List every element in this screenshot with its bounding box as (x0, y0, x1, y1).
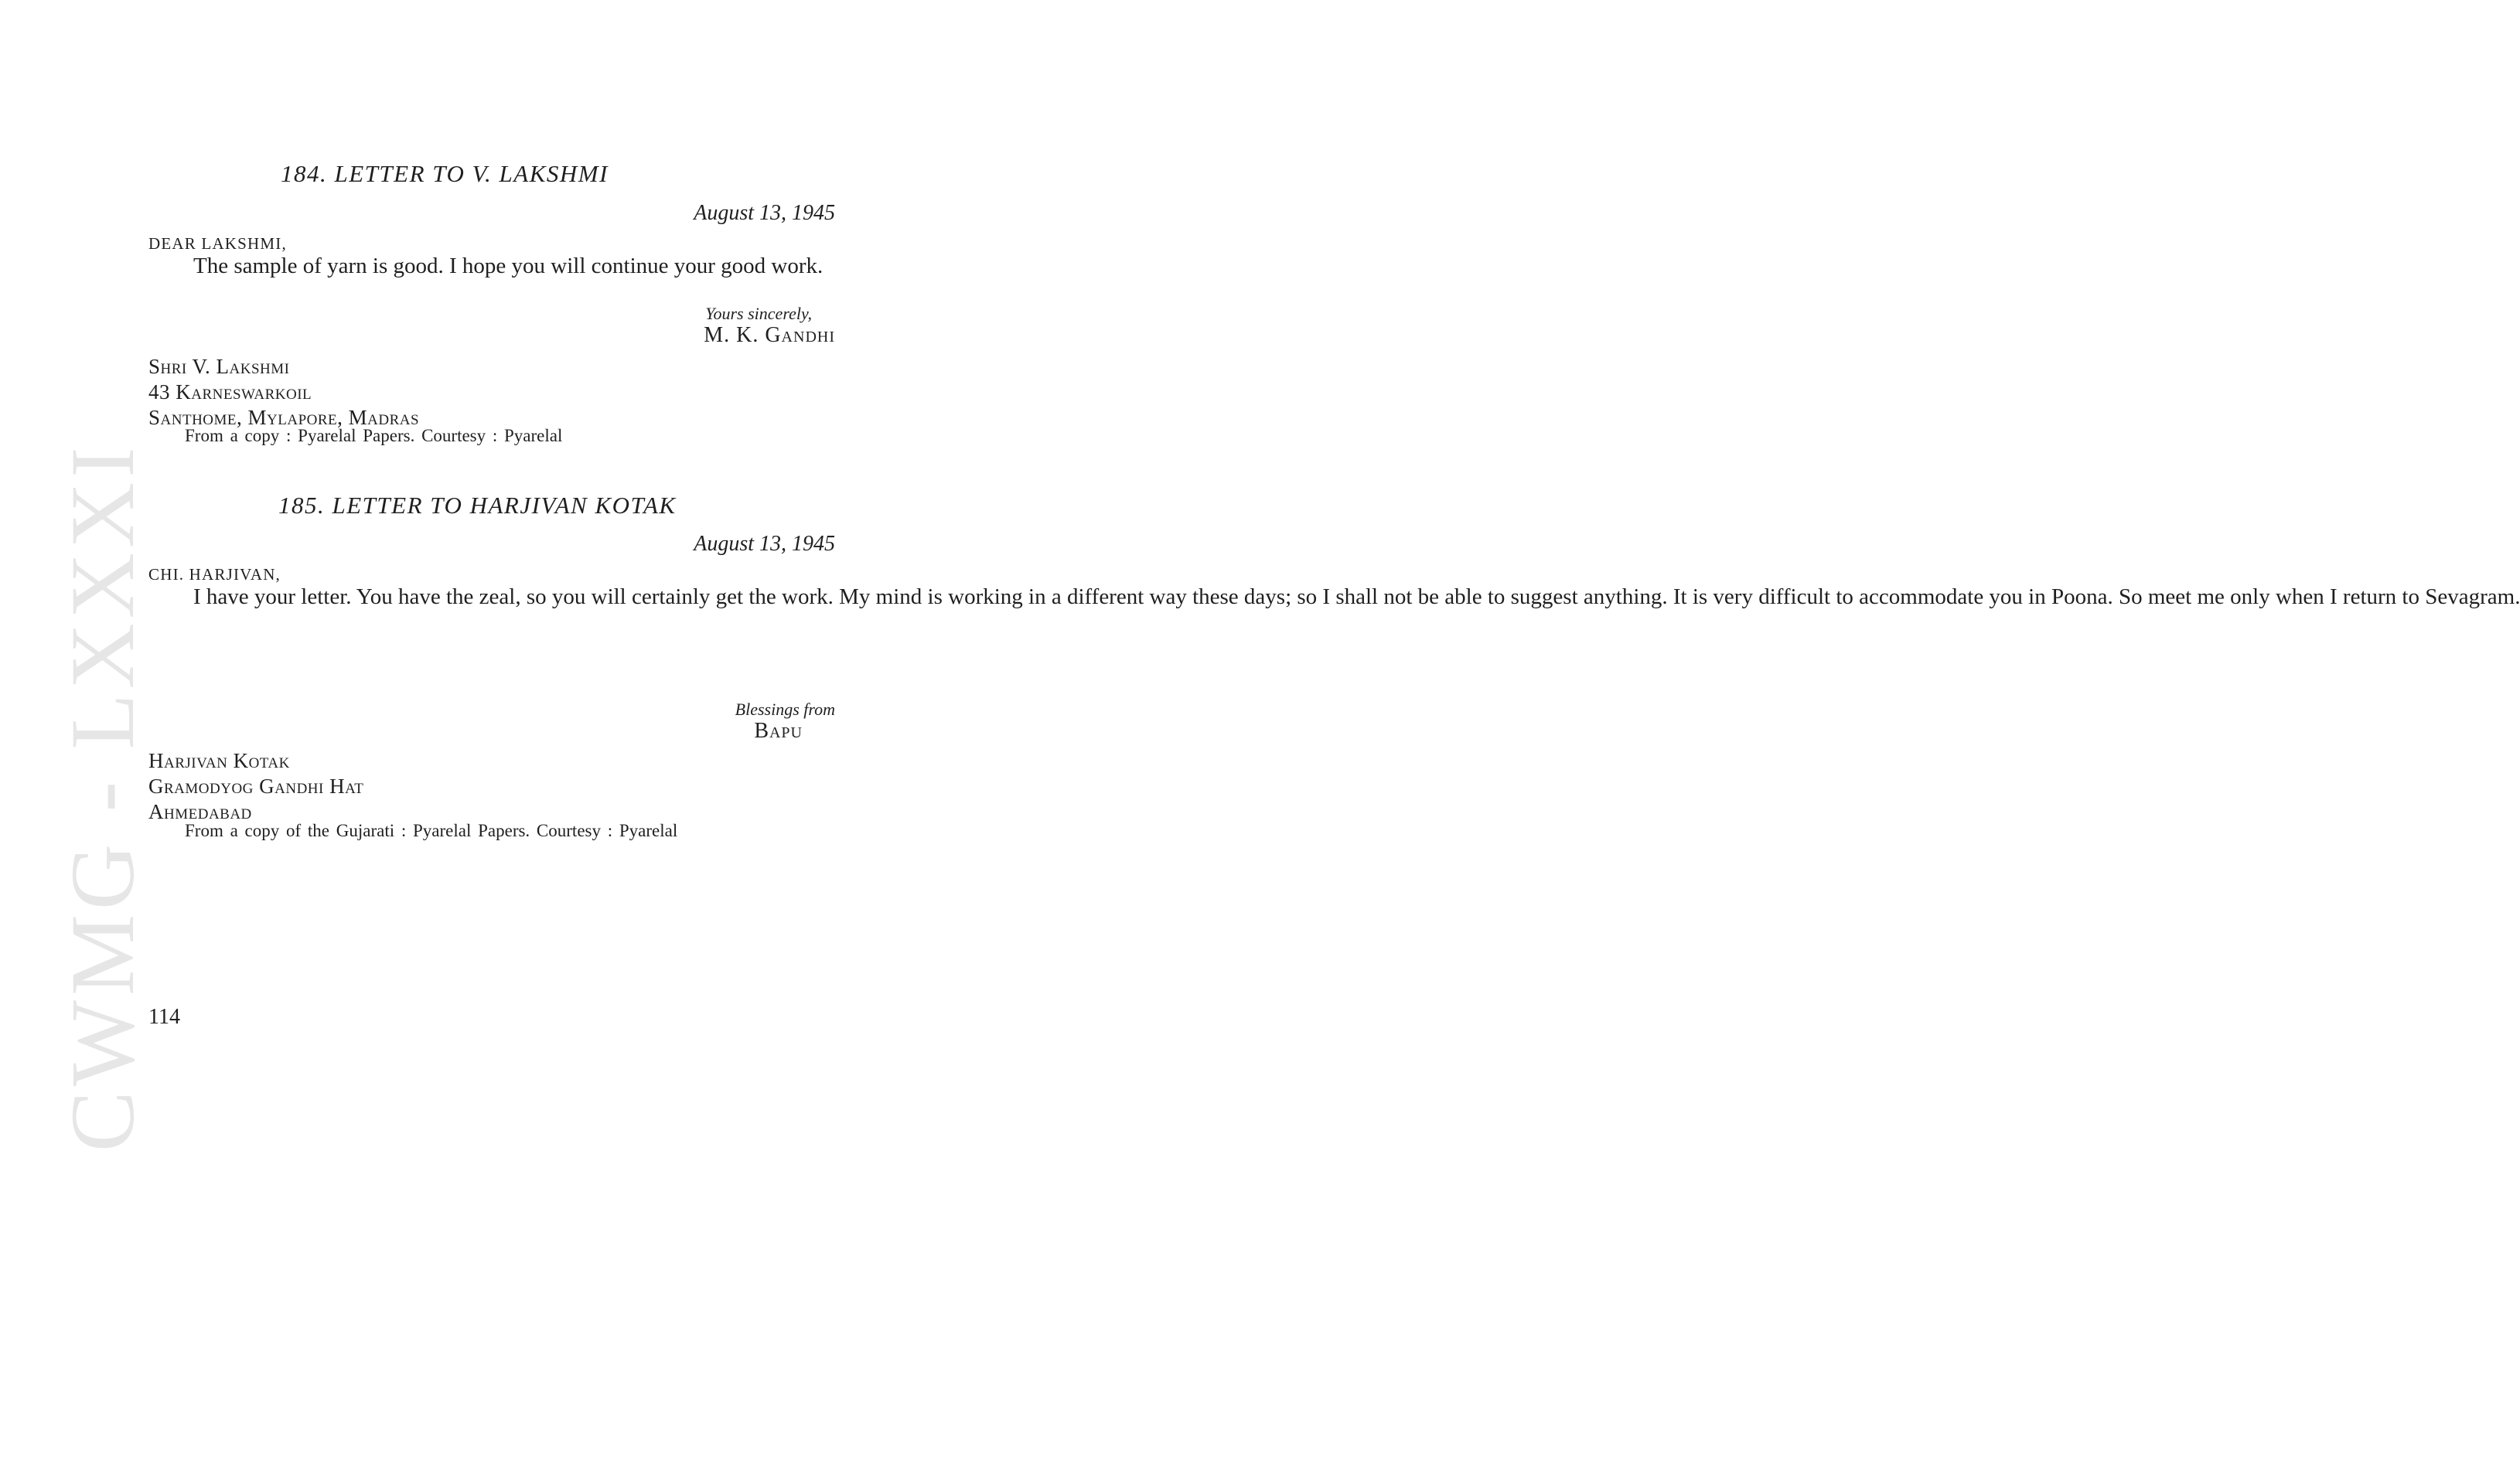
address-line: Santhome, Mylapore, Madras (148, 406, 420, 429)
letter-184-body (148, 253, 835, 279)
letter-184-signature: M. K. Gandhi (704, 323, 835, 347)
address-line: Shri V. Lakshmi (148, 355, 290, 378)
address-line: Harjivan Kotak (148, 749, 290, 772)
letter-185-closing: Blessings from (735, 700, 835, 719)
letter-184-body-text: The sample of yarn is good. I hope you will continue your good work. (193, 254, 824, 278)
address-line: Gramodyog Gandhi Hat (148, 775, 364, 798)
page-number: 114 (148, 1005, 180, 1029)
address-line: Ahmedabad (148, 800, 252, 823)
address-line: 43 Karneswarkoil (148, 380, 312, 404)
letter-185-body (148, 584, 2520, 610)
letter-185-body-text: I have your letter. You have the zeal, so you will certainly get the work. My mind is working in a different way these days; so I shall not be able to suggest anything. It is very difficult to accommodate you in Poona. So meet me only when I return to Sevagram. (193, 584, 2520, 609)
letter-185-source: From a copy of the Gujarati : Pyarelal Papers. Courtesy : Pyarelal (185, 821, 678, 840)
letter-184-address (148, 354, 419, 431)
letter-184-source: From a copy : Pyarelal Papers. Courtesy : Pyarelal (185, 426, 563, 445)
letter-184-salutation: DEAR LAKSHMI, (148, 234, 287, 253)
letter-184-date: August 13, 1945 (694, 201, 835, 225)
letter-185-date: August 13, 1945 (694, 532, 835, 556)
letter-184-closing: Yours sincerely, (705, 304, 812, 323)
letter-184-title: 184. LETTER TO V. LAKSHMI (281, 160, 609, 187)
watermark: CWMG - LXXXI (52, 442, 153, 1152)
letter-185-address (148, 748, 363, 825)
letter-185-title: 185. LETTER TO HARJIVAN KOTAK (278, 492, 677, 519)
letter-185-salutation: CHI. HARJIVAN, (148, 565, 281, 584)
letter-185-signature: Bapu (754, 719, 803, 743)
